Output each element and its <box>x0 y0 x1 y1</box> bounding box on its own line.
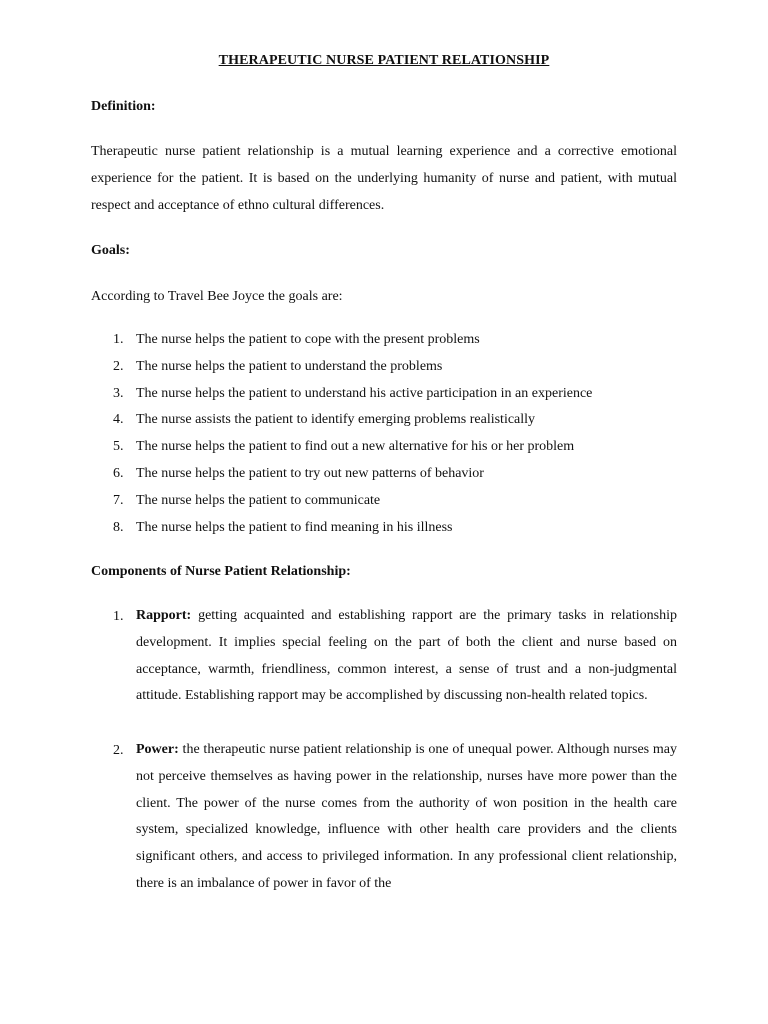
component-term: Rapport: <box>136 608 192 623</box>
goals-intro: According to Travel Bee Joyce the goals are: <box>91 289 343 304</box>
goal-text: The nurse helps the patient to find meaning in his illness <box>136 519 453 535</box>
goal-item <box>91 464 677 491</box>
goal-item <box>91 437 677 464</box>
components-heading: Components of Nurse Patient Relationship: <box>91 564 351 579</box>
component-text: getting acquainted and establishing rapport are the primary tasks in relationship development. It implies special feeling on the part of both the client and nurse based on acceptance, warmth, friendliness, common interest, a sense of trust and a non-judgmental attitude. Establishing rapport may be accomplished by discussing non-health related topics. <box>136 608 677 704</box>
goal-item <box>91 491 677 518</box>
definition-heading: Definition: <box>91 99 156 114</box>
goal-text: The nurse helps the patient to find out a new alternative for his or her problem <box>136 439 575 455</box>
goals-heading: Goals: <box>91 243 130 258</box>
goal-number: 5. <box>113 439 124 455</box>
component-number: 1. <box>113 609 124 624</box>
document-title: THERAPEUTIC NURSE PATIENT RELATIONSHIP <box>218 53 550 68</box>
goal-text: The nurse helps the patient to understand the problems <box>136 358 443 374</box>
goal-number: 2. <box>113 358 124 374</box>
goal-text: The nurse helps the patient to cope with the present problems <box>136 332 480 347</box>
goal-text: The nurse helps the patient to communicate <box>136 492 381 508</box>
goal-number: 4. <box>113 412 124 428</box>
definition-paragraph: Therapeutic nurse patient relationship is a mutual learning experience and a corrective emotional experience for the patient. It is based on the underlying humanity of nurse and patient, with mutual respect and acceptance of ethno cultural differences. <box>91 144 677 213</box>
component-text: the therapeutic nurse patient relationship is one of unequal power. Although nurses may not perceive themselves as having power in the relationship, nurses have more power than the client. The power of the nurse comes from the authority of won position in the health care system, specialized knowledge, influence with other health care providers and the clients significant others, and access to privileged information. In any professional client relationship, there is an imbalance of power in favor of the <box>136 742 677 891</box>
component-term: Power: <box>136 742 179 757</box>
goal-item <box>91 410 677 437</box>
component-body <box>136 737 677 898</box>
goal-number: 3. <box>113 385 124 401</box>
goal-text: The nurse helps the patient to understand his active participation in an experience <box>136 385 593 401</box>
component-number: 2. <box>113 743 124 758</box>
goal-item <box>91 357 677 384</box>
goal-item <box>91 384 677 411</box>
component-body <box>136 603 677 710</box>
goal-item <box>91 330 677 357</box>
goal-number: 1. <box>113 332 124 347</box>
goal-item <box>91 518 677 545</box>
goal-text: The nurse helps the patient to try out new patterns of behavior <box>136 465 484 481</box>
goal-text: The nurse assists the patient to identify emerging problems realistically <box>136 412 536 428</box>
goal-number: 6. <box>113 465 124 481</box>
goals-list <box>91 330 677 544</box>
goal-number: 7. <box>113 492 124 508</box>
goal-number: 8. <box>113 519 124 535</box>
